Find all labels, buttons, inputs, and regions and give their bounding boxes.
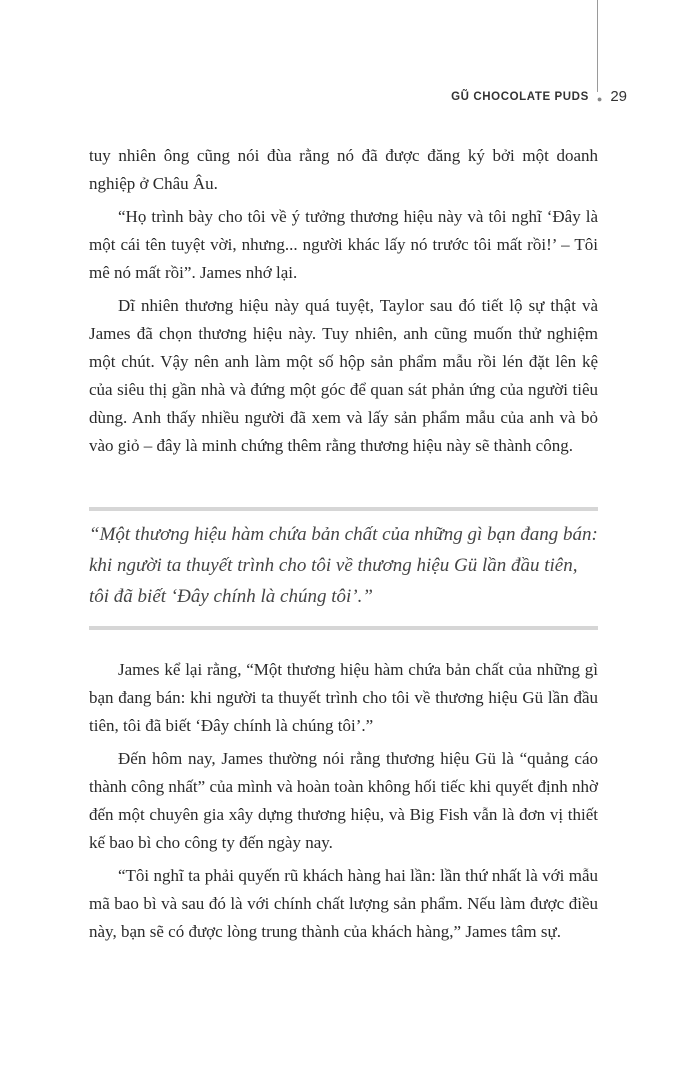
paragraph-taylor: Dĩ nhiên thương hiệu này quá tuyệt, Taylor sau đó tiết lộ sự thật và James đã chọn thương hiệu này. Tuy nhiên, anh cũng muốn thử nghiệm một chút. Vậy nên anh làm một số hộp sản phẩm mẫu rồi lén đặt lên kệ của siêu thị gần nhà và đứng một góc để quan sát phản ứng của người tiêu dùng. Anh thấy nhiều người đã xem và lấy sản phẩm mẫu của anh và bỏ vào giỏ – đây là minh chứng thêm rằng thương hiệu này sẽ thành công.	[89, 296, 598, 455]
paragraph-james-recalls: James kể lại rằng, “Một thương hiệu hàm chứa bản chất của những gì bạn đang bán: khi người ta thuyết trình cho tôi về thương hiệu Gü lần đầu tiên, tôi đã biết ‘Đây chính là chúng tôi’.”	[89, 660, 598, 735]
pull-quote: “Một thương hiệu hàm chứa bản chất của những gì bạn đang bán: khi người ta thuyết trình cho tôi về thương hiệu Gü lần đầu tiên, tôi đã biết ‘Đây chính là chúng tôi’.”	[89, 524, 598, 607]
page-number: 29	[610, 88, 627, 105]
paragraph-continued: tuy nhiên ông cũng nói đùa rằng nó đã được đăng ký bởi một doanh nghiệp ở Châu Âu.	[89, 146, 598, 193]
margin-line	[597, 0, 598, 92]
paragraph-seduce-twice: “Tôi nghĩ ta phải quyến rũ khách hàng hai lần: lần thứ nhất là với mẫu mã bao bì và sau đó là với chính chất lượng sản phẩm. Nếu làm được điều này, bạn sẽ có được lòng trung thành của khách hàng,” James tâm sự.	[89, 866, 598, 941]
paragraph-quote-james: “Họ trình bày cho tôi về ý tưởng thương hiệu này và tôi nghĩ ‘Đây là một cái tên tuyệt vời, nhưng... người khác lấy nó trước tôi mất rồi!’ – Tôi mê nó mất rồi”. James nhớ lại.	[89, 207, 598, 282]
pull-quote-top-rule	[89, 507, 598, 511]
page-header	[451, 88, 627, 105]
header-dot: ●	[596, 93, 603, 104]
running-title: GŨ CHOCOLATE PUDS	[451, 90, 589, 103]
paragraph-today: Đến hôm nay, James thường nói rằng thương hiệu Gü là “quảng cáo thành công nhất” của mình và hoàn toàn không hối tiếc khi quyết định nhờ đến một chuyên gia xây dựng thương hiệu, và Big Fish vẫn là đơn vị thiết kế bao bì cho công ty đến ngày nay.	[89, 749, 598, 852]
pull-quote-bottom-rule	[89, 626, 598, 630]
